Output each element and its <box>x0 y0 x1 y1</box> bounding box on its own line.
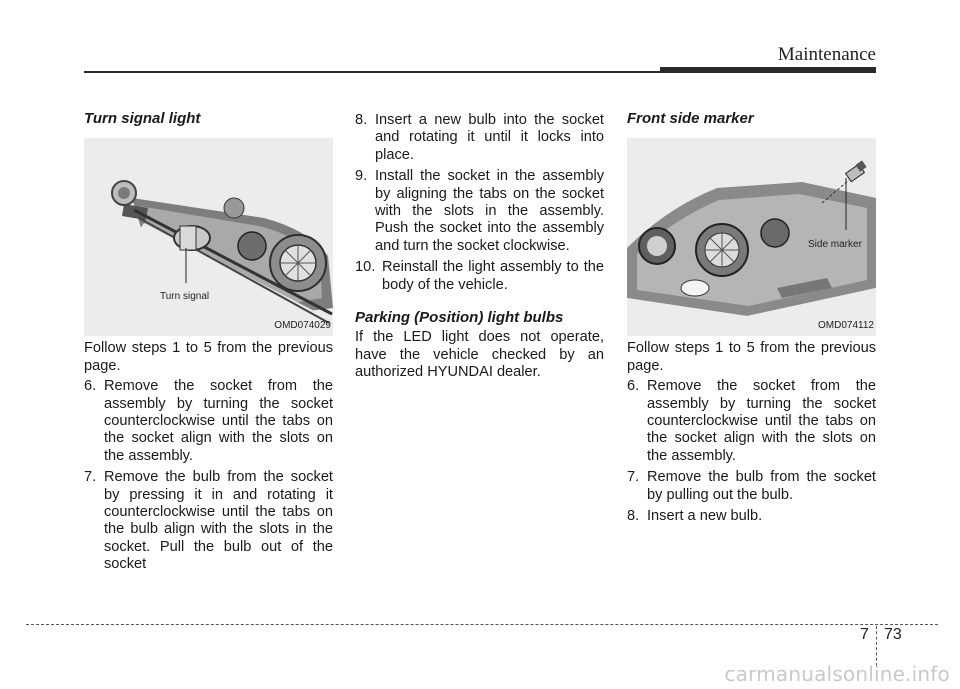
intro-text: Follow steps 1 to 5 from the previous page. <box>627 340 876 374</box>
step-item <box>627 508 876 525</box>
chapter-number: 7 <box>860 626 869 643</box>
parking-body-text: If the LED light does not operate, have the vehicle checked by an authorized HYUNDAI dealer. <box>355 329 604 381</box>
step-number: 7. <box>84 469 97 486</box>
figure-side-marker <box>627 138 876 336</box>
step-number: 7. <box>627 469 640 486</box>
header-rule-thin <box>84 71 660 73</box>
step-item <box>84 378 333 465</box>
step-item <box>84 469 333 573</box>
heading-parking-light-bulbs: Parking (Position) light bulbs <box>355 309 564 327</box>
step-number: 9. <box>355 168 368 185</box>
column-turn-signal <box>84 110 333 578</box>
step-text: Install the socket in the assembly by aligning the tabs on the socket with the slots in the assembly. Push the socket into the assembly and turn the socket clockwise. <box>375 168 604 254</box>
header-rule-thick <box>660 67 876 73</box>
figure-turn-signal <box>84 138 333 336</box>
heading-turn-signal-light: Turn signal light <box>84 110 201 127</box>
step-item <box>355 259 604 294</box>
step-number: 8. <box>627 508 640 525</box>
figure-callout-turn-signal: Turn signal <box>160 291 210 303</box>
figure-code: OMD074029 <box>274 320 331 331</box>
step-number: 6. <box>84 378 97 395</box>
step-text: Remove the socket from the assembly by turning the socket counterclockwise until the tabs on the socket align with the slots on the assembly. <box>104 378 333 464</box>
column-front-side-marker <box>627 110 876 529</box>
watermark: carmanualsonline.info <box>724 662 950 686</box>
page-number: 73 <box>884 626 902 643</box>
heading-front-side-marker: Front side marker <box>627 110 754 127</box>
step-text: Insert a new bulb. <box>647 508 763 525</box>
step-text: Remove the bulb from the socket by pressing it in and rotating it counterclockwise until the tabs on the bulb align with the slots in the socket. Pull the bulb out of the socket <box>104 469 333 573</box>
step-number: 8. <box>355 112 368 128</box>
step-number: 10. <box>355 259 376 276</box>
intro-text: Follow steps 1 to 5 from the previous page. <box>84 340 333 374</box>
step-item <box>355 168 604 255</box>
step-item <box>355 112 604 164</box>
figure-code: OMD074112 <box>818 320 874 331</box>
turn-signal-illustration <box>84 138 333 336</box>
page-number-separator <box>876 626 877 666</box>
step-number: 6. <box>627 378 640 395</box>
footer-dashed-rule <box>26 624 938 625</box>
step-text: Remove the bulb from the socket by pulling out the bulb. <box>647 469 876 503</box>
step-item <box>627 378 876 465</box>
step-item <box>627 469 876 504</box>
section-title: Maintenance <box>777 44 876 65</box>
step-text: Insert a new bulb into the socket and rotating it until it locks into place. <box>375 112 604 163</box>
step-text: Remove the socket from the assembly by turning the socket counterclockwise until the tabs on the socket align with the slots on the assembly. <box>647 378 876 464</box>
step-text: Reinstall the light assembly to the body of the vehicle. <box>382 259 604 293</box>
column-steps-continued <box>355 112 604 385</box>
figure-callout-side-marker: Side marker <box>808 239 862 251</box>
